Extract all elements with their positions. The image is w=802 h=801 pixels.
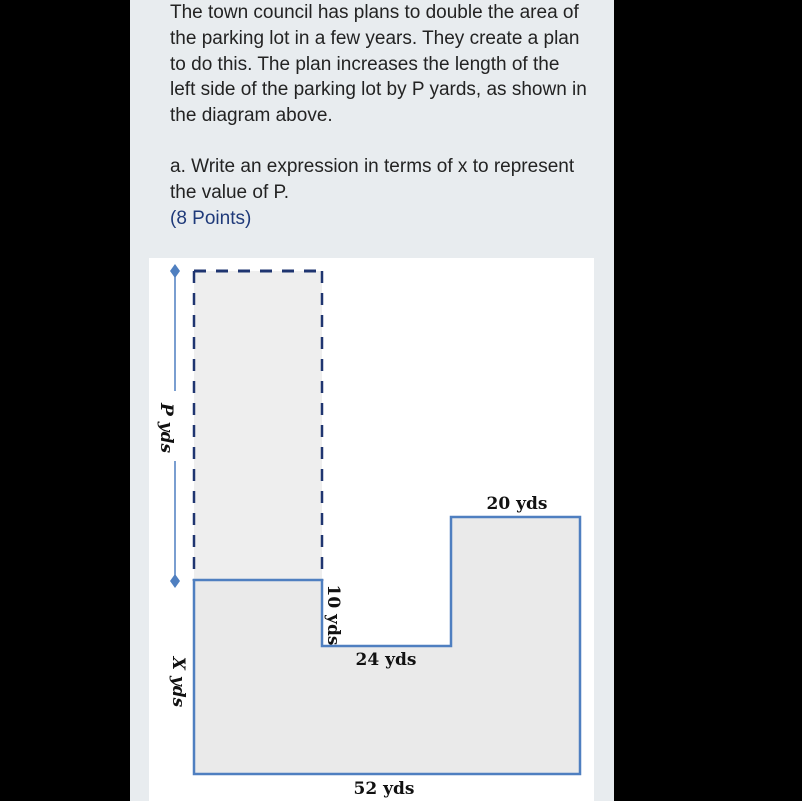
x-side-label: X yds — [168, 656, 188, 708]
question-text — [170, 0, 590, 231]
bottom-label: 52 yds — [353, 779, 415, 799]
expansion-area — [194, 271, 322, 581]
points-label: (8 Points) — [170, 207, 252, 229]
notch-width-label: 24 yds — [355, 650, 417, 670]
question-prompt: a. Write an expression in terms of x to represent the value of P. — [170, 155, 575, 203]
parking-lot-diagram — [149, 258, 594, 801]
question-card — [130, 0, 614, 801]
question-paragraph: The town council has plans to double the area of the parking lot in a few years. They create a plan to do this. The plan increases the length of the left side of the parking lot by P yards, as shown in the diagram above. — [170, 2, 587, 127]
diagram-svg — [149, 258, 594, 801]
p-arrow-top — [170, 264, 180, 278]
p-arrow-bottom — [170, 574, 180, 588]
p-side-label: P yds — [156, 402, 176, 454]
right-top-label: 20 yds — [486, 494, 548, 514]
notch-depth-label: 10 yds — [323, 584, 343, 646]
